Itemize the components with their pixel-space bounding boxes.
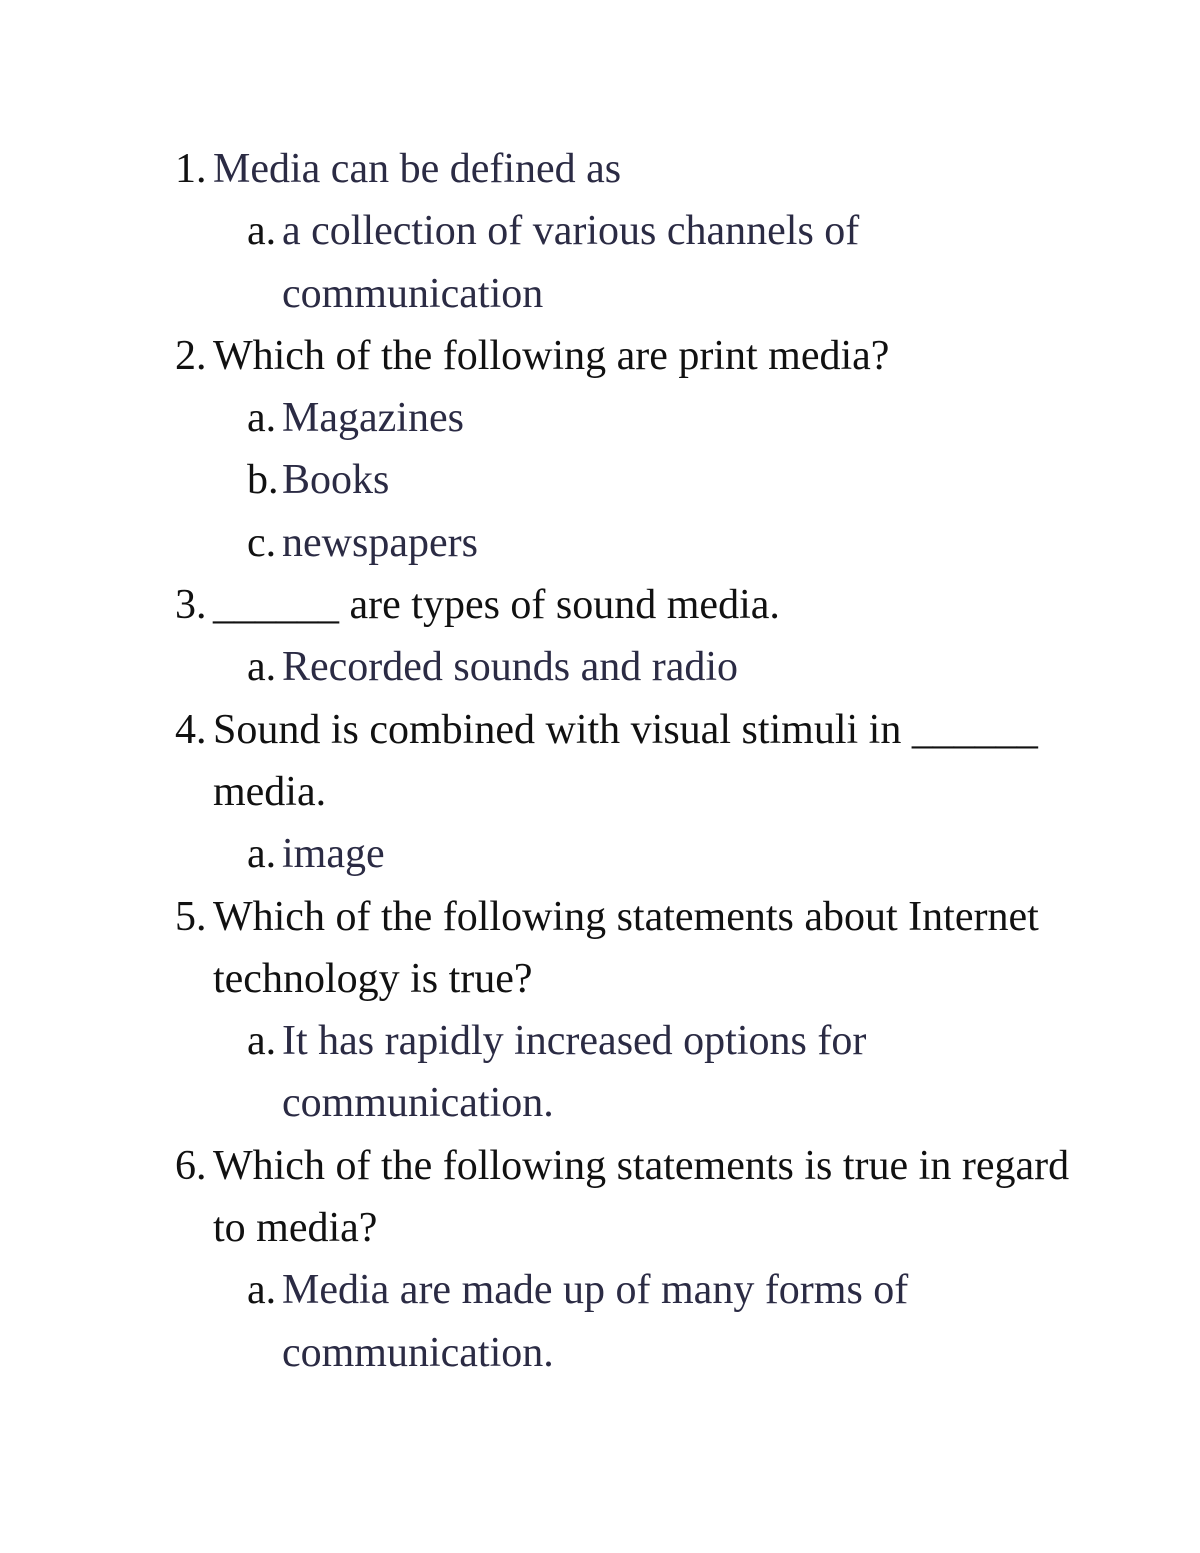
answer-text: It has rapidly increased options for communication.: [282, 1018, 867, 1127]
answer-item: [247, 200, 1075, 325]
question-text: Media can be defined as: [213, 146, 622, 192]
question-item: [175, 1135, 1075, 1260]
answer-letter: a.: [247, 831, 277, 878]
question-item: [175, 574, 1075, 636]
answer-list: [247, 1259, 1075, 1384]
question-item: [175, 886, 1075, 1011]
answer-letter: b.: [247, 457, 279, 504]
question-number: 2.: [175, 332, 207, 379]
answer-text: Recorded sounds and radio: [282, 644, 739, 691]
answer-item: [247, 636, 1075, 698]
answer-text: Magazines: [282, 395, 464, 442]
answer-list: [247, 636, 1075, 698]
question-number: 3.: [175, 582, 207, 629]
answer-list: [247, 387, 1075, 574]
answer-text: a collection of various channels of communication: [282, 208, 860, 317]
answer-list: [247, 200, 1075, 325]
answer-letter: c.: [247, 519, 277, 566]
question-text: ______ are types of sound media.: [213, 582, 780, 629]
answer-letter: a.: [247, 208, 277, 255]
answer-text: image: [282, 831, 385, 878]
question-item: [175, 138, 1075, 200]
answer-item: [247, 387, 1075, 449]
question-item: [175, 325, 1075, 387]
answer-item: [247, 823, 1075, 885]
question-text: Which of the following statements is true in regard to media?: [213, 1142, 1070, 1252]
answer-item: [247, 1010, 1075, 1135]
question-text: Which of the following statements about Internet technology is true?: [213, 893, 1039, 1002]
question-item: [175, 699, 1075, 824]
question-number: 5.: [175, 893, 207, 940]
question-text: Which of the following are print media?: [213, 332, 890, 379]
answer-text: newspapers: [282, 519, 478, 566]
answer-text: Books: [282, 457, 390, 504]
answer-list: [247, 823, 1075, 885]
answer-list: [247, 1010, 1075, 1135]
answer-item: [247, 449, 1075, 511]
answer-letter: a.: [247, 644, 277, 691]
quiz-list: [175, 138, 1075, 1384]
question-number: 6.: [175, 1142, 207, 1189]
question-text: Sound is combined with visual stimuli in ______ media.: [213, 706, 1038, 815]
answer-letter: a.: [247, 395, 277, 442]
answer-text: Media are made up of many forms of communication.: [282, 1267, 909, 1376]
question-number: 1.: [175, 146, 207, 192]
answer-letter: a.: [247, 1267, 277, 1314]
question-number: 4.: [175, 706, 207, 753]
answer-letter: a.: [247, 1018, 277, 1065]
answer-item: [247, 512, 1075, 574]
answer-item: [247, 1259, 1075, 1384]
